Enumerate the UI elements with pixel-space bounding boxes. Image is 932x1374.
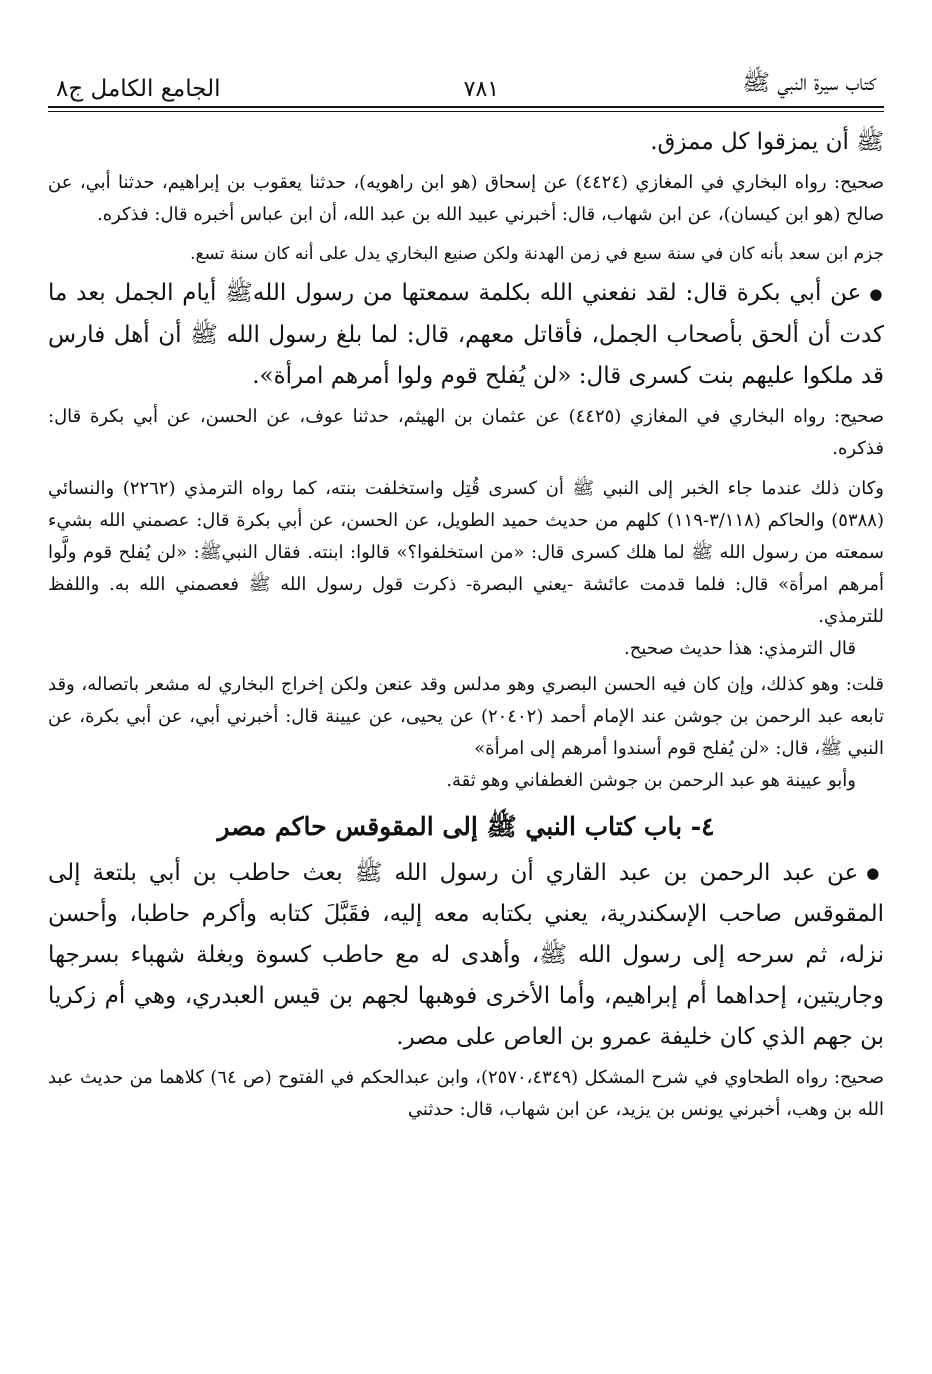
note-2: جزم ابن سعد بأنه كان في سنة سبع في زمن الهدنة ولكن صنيع البخاري يدل على أنه كان سنة تسع.	[190, 244, 884, 264]
note-6: قلت: وهو كذلك، وإن كان فيه الحسن البصري وهو مدلس وقد عنعن ولكن إخراج البخاري له مشعر باتصاله، وقد تابعه عبد الرحمن بن جوشن عند الإمام أحمد (٢٠٤٠٢) عن يحيى، عن عيينة قال: أخبرني أبي، عن أبي بكرة، عن النبي ﷺ، قال: «لن يُفلح قوم أسندوا أمرهم إلى امرأة»	[48, 673, 885, 759]
header-left-title: الجامع الكامل ج٨	[56, 76, 221, 102]
header-rule-thin	[48, 111, 884, 112]
note-8: صحيح: رواه الطحاوي في شرح المشكل (٢٥٧٠،٤٣٤٩)، وابن عبدالحكم في الفتوح (ص ٦٤) كلاهما من حديث عبد الله بن وهب، أخبرني يونس بن يزيد، عن ابن شهاب، قال: حدثني	[48, 1067, 885, 1120]
note-3: صحيح: رواه البخاري في المغازي (٤٤٢٥) عن عثمان بن الهيثم، حدثنا عوف، عن الحسن، عن أبي بكرة قال: فذكره.	[48, 405, 884, 459]
note-7: وأبو عيينة هو عبد الرحمن بن جوشن الغطفاني وهو ثقة.	[446, 769, 856, 791]
hadith-1: ● عن أبي بكرة قال: لقد نفعني الله بكلمة سمعتها من رسول اللهﷺ أيام الجمل بعد ما كدت أن ألحق بأصحاب الجمل، فأقاتل معهم، قال: لما بلغ رسول الله ﷺ أن أهل فارس قد ملكوا عليهم بنت كسرى قال: «لن يُفلح قوم ولوا أمرهم امرأة».	[48, 273, 884, 397]
note-5: قال الترمذي: هذا حديث صحيح.	[623, 637, 856, 659]
hadith-2: ● عن عبد الرحمن بن عبد القاري أن رسول الله ﷺ بعث حاطب بن أبي بلتعة إلى المقوقس صاحب الإسكندرية، يعني بكتابه معه إليه، فقَبَّلَ كتابه وأكرم حاطبا، وأحسن نزله، ثم سرحه إلى رسول الله ﷺ، وأهدى له مع حاطب كسوة وبغلة شهباء بسرجها وجاريتين، إحداهما أم إبراهيم، وأما الأخرى فوهبها لجهم بن قيس العبدري، وهي أم زكريا بن جهم الذي كان خليفة عمرو بن العاص على مصر.	[48, 853, 884, 1059]
text-line-1: ﷺ أن يمزقوا كل ممزق.	[650, 129, 884, 155]
note-1: صحيح: رواه البخاري في المغازي (٤٤٢٤) عن إسحاق (هو ابن راهويه)، حدثنا يعقوب بن إبراهيم، حدثنا أبي، عن صالح (هو ابن كيسان)، عن ابن شهاب، قال: أخبرني عبيد الله بن عبد الله، أن ابن عباس أخبره قال: فذكره.	[48, 172, 884, 225]
page-number: ٧٨١	[463, 77, 500, 102]
running-header	[48, 60, 884, 102]
note-4: وكان ذلك عندما جاء الخبر إلى النبي ﷺ أن كسرى قُتِل واستخلفت بنته، كما رواه الترمذي (٢٢٦٢) والنسائي (٥٣٨٨) والحاكم (٣/١١٨-١١٩) كلهم من حديث حميد الطويل، عن الحسن، عن أبي بكرة قال: عصمني الله بشيء سمعته من رسول الله ﷺ لما هلك كسرى قال: «من استخلفوا؟» قالوا: ابنته. فقال النبيﷺ: «لن يُفلح قوم ولَّوا أمرهم امرأة» قال: فلما قدمت عائشة -يعني البصرة- ذكرت قول رسول الله ﷺ فعصمني الله به. واللفظ للترمذي.	[48, 477, 884, 627]
header-rule-thick	[48, 106, 884, 108]
header-right-title: كتاب سيرة النبي ﷺ	[742, 70, 876, 96]
section-heading: ٤- باب كتاب النبي ﷺ إلى المقوقس حاكم مصر	[217, 811, 715, 841]
